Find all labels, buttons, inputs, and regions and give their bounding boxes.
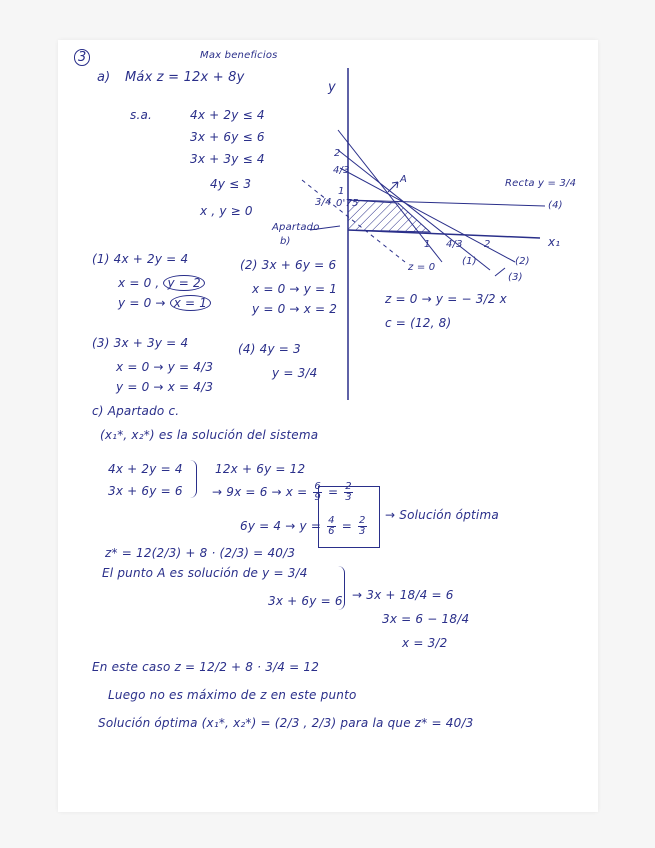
solution-box — [318, 486, 380, 548]
z-line-equation: z = 0 → y = − 3/2 x — [385, 292, 507, 306]
objective-function: Máx z = 12x + 8y — [125, 70, 245, 85]
system-eq-2: 3x + 6y = 6 — [108, 484, 183, 498]
line-1-y0: y = 0 → x = 1 — [118, 296, 211, 310]
point-a-label: A — [400, 174, 408, 185]
point-a-step-1: → 3x + 18/4 = 6 — [352, 588, 454, 602]
x-tick-2: 2 — [484, 239, 491, 250]
point-a-brace — [338, 566, 345, 610]
y-tick-1: 1 — [338, 186, 345, 197]
optimal-solution-note: → Solución óptima — [385, 508, 499, 522]
system-eq-1: 4x + 2y = 4 — [108, 462, 183, 476]
line-2-x0: x = 0 → y = 1 — [252, 282, 338, 296]
constraint-5: x , y ≥ 0 — [200, 204, 253, 218]
apartado-label: Apartado — [272, 222, 320, 233]
line-1-label: (1) — [462, 256, 477, 267]
part-c-intro: (x₁*, x₂*) es la solución del sistema — [100, 428, 319, 442]
subject-to-label: s.a. — [130, 108, 153, 122]
final-solution: Solución óptima (x₁*, x₂*) = (2/3 , 2/3) para la que z* = 40/3 — [98, 716, 474, 730]
line-3-y0: y = 0 → x = 4/3 — [116, 380, 214, 394]
point-a-step-3: x = 3/2 — [402, 636, 448, 650]
part-a-label: a) — [97, 70, 111, 85]
x-tick-4-3: 4/3 — [446, 239, 463, 250]
x-tick-1: 1 — [424, 239, 431, 250]
line-3-equation: (3) 3x + 3y = 4 — [92, 336, 189, 350]
line-4-label: (4) — [548, 200, 563, 211]
apartado-b-label: b) — [280, 236, 291, 247]
line-1-x0: x = 0 , y = 2 — [118, 276, 205, 290]
y-axis-label: y — [328, 80, 336, 95]
point-a-eq2: 3x + 6y = 6 — [268, 594, 343, 608]
z-star-value: z* = 12(2/3) + 8 · (2/3) = 40/3 — [105, 546, 296, 560]
line-4-equation: (4) 4y = 3 — [238, 342, 301, 356]
z0-label: z = 0 — [408, 262, 436, 273]
problem-number: 3 — [74, 50, 90, 65]
arrow-a — [388, 182, 398, 192]
arrow-3 — [495, 268, 505, 276]
y-solution: 6y = 4 → y = $\frac{4}{6}$ = $\frac{2}{3}$ — [240, 515, 366, 537]
line-2-y0: y = 0 → x = 2 — [252, 302, 338, 316]
y-tick-075: 0'75 — [336, 198, 359, 209]
y-tick-4-3: 4/3 — [333, 165, 350, 176]
line-2-label: (2) — [515, 256, 530, 267]
constraint-3: 3x + 3y ≤ 4 — [190, 152, 265, 166]
line-4-value: y = 3/4 — [272, 366, 318, 380]
y-tick-3-4: 3/4 — [315, 197, 332, 208]
line-2-equation: (2) 3x + 6y = 6 — [240, 258, 337, 272]
x-solution: → 9x = 6 → x = $\frac{6}{9}$ = $\frac{2}{3}$ — [212, 481, 352, 503]
case-evaluation: En este caso z = 12/2 + 8 · 3/4 = 12 — [92, 660, 320, 674]
constraint-4: 4y ≤ 3 — [210, 177, 252, 191]
feasible-region — [348, 200, 430, 232]
line-3-label: (3) — [508, 272, 523, 283]
transformed-eq: 12x + 6y = 12 — [215, 462, 306, 476]
line-1-equation: (1) 4x + 2y = 4 — [92, 252, 189, 266]
line-3-x0: x = 0 → y = 4/3 — [116, 360, 214, 374]
c-vector: c = (12, 8) — [385, 316, 452, 330]
system-brace — [190, 460, 197, 498]
not-maximum-note: Luego no es máximo de z en este punto — [108, 688, 357, 702]
annotation-max-beneficios: Max beneficios — [200, 50, 278, 61]
point-a-intro: El punto A es solución de y = 3/4 — [102, 566, 308, 580]
constraint-1: 4x + 2y ≤ 4 — [190, 108, 265, 122]
x-axis-label: x₁ — [548, 235, 561, 249]
y-tick-2: 2 — [334, 148, 341, 159]
recta-label: Recta y = 3/4 — [505, 178, 577, 189]
point-a-step-2: 3x = 6 − 18/4 — [382, 612, 470, 626]
constraint-2: 3x + 6y ≤ 6 — [190, 130, 265, 144]
part-c-title: c) Apartado c. — [92, 404, 180, 418]
